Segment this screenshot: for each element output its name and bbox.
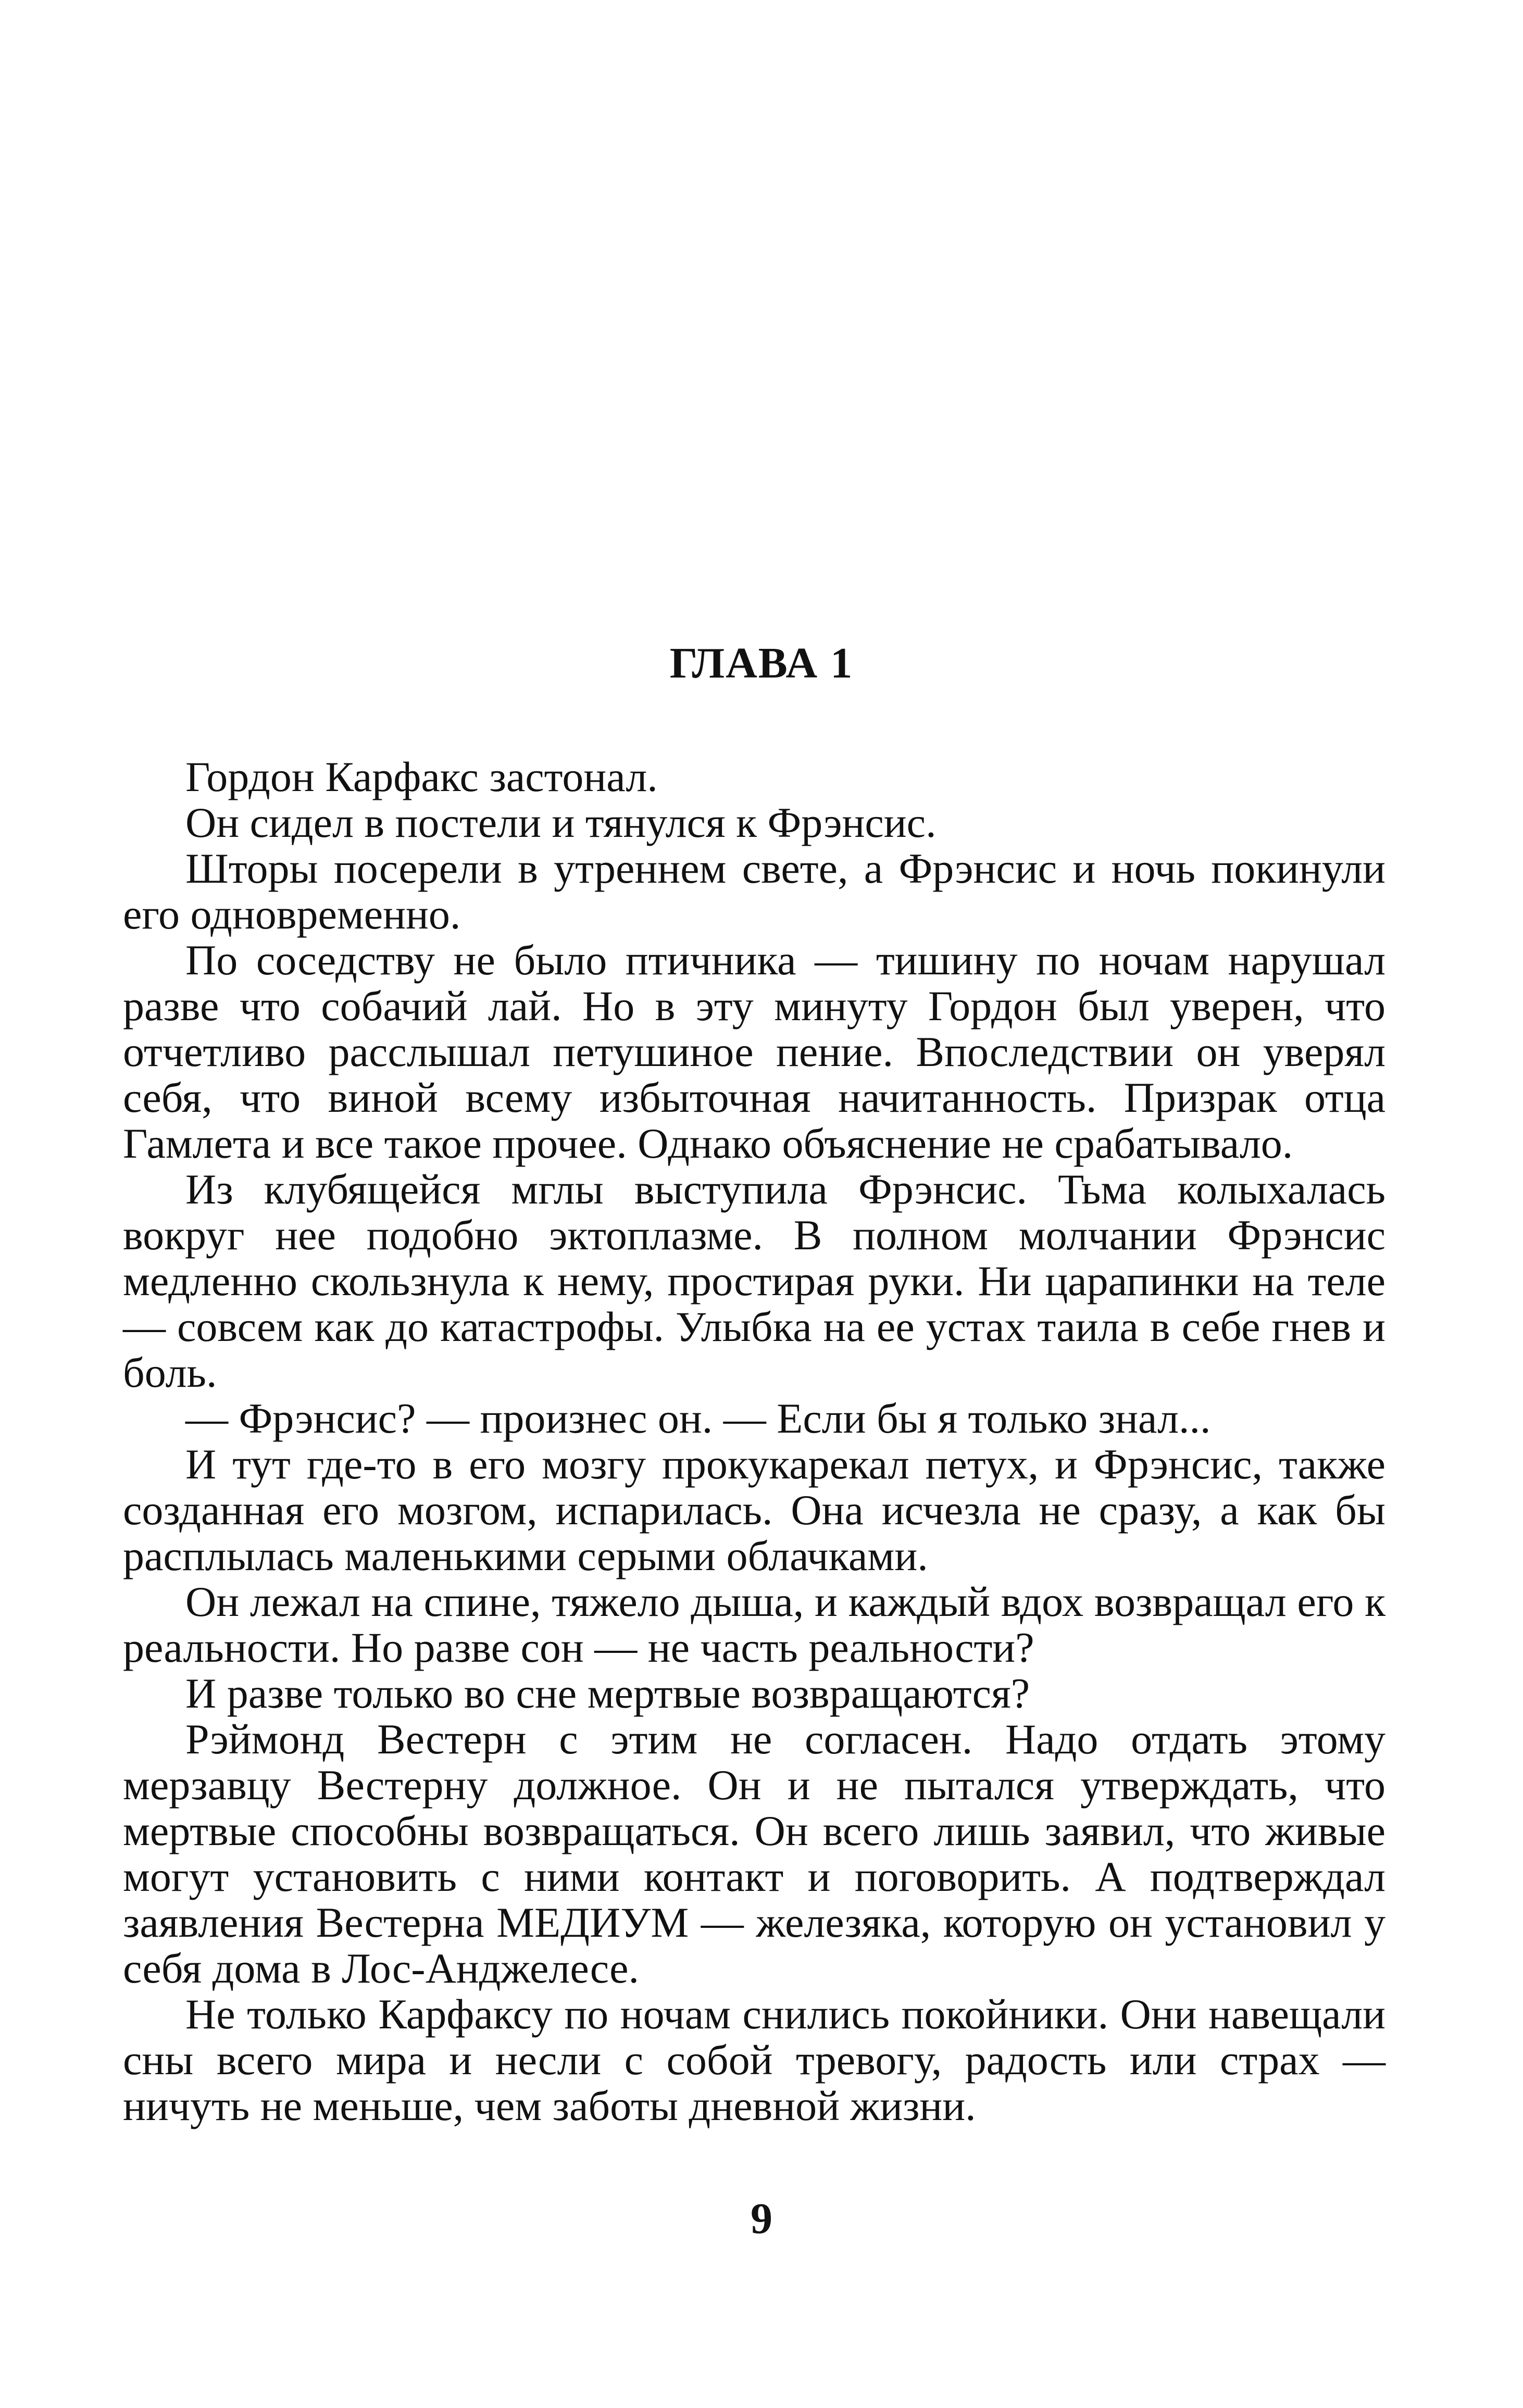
body-text bbox=[123, 754, 1385, 2129]
paragraph: И разве только во сне мертвые возвращаются? bbox=[185, 1670, 1030, 1717]
paragraph-dialogue: — Фрэнсис? — произнес он. — Если бы я только знал... bbox=[185, 1395, 1211, 1442]
paragraph: И тут где-то в его мозгу прокукарекал петух, и Фрэнсис, также созданная его мозгом, испарилась. Она исчезла не сразу, а как бы расплылась маленькими серыми облачками. bbox=[123, 1440, 1385, 1579]
paragraph: Рэймонд Вестерн с этим не согласен. Надо отдать этому мерзавцу Вестерну должное. Он и не пытался утверждать, что мертвые способны возвращаться. Он всего лишь заявил, что живые могут установить с ними контакт и поговорить. А подтверждал заявления Вестерна МЕДИУМ — железяка, которую он установил у себя дома в Лос-Анджелесе. bbox=[123, 1715, 1385, 1992]
page-number: 9 bbox=[751, 2194, 772, 2243]
paragraph: Не только Карфаксу по ночам снились покойники. Они навещали сны всего мира и несли с собой тревогу, радость или страх — ничуть не меньше, чем заботы дневной жизни. bbox=[123, 1990, 1385, 2129]
paragraph: Он лежал на спине, тяжело дыша, и каждый вдох возвращал его к реальности. Но разве сон — не часть реальности? bbox=[123, 1578, 1385, 1671]
paragraph: По соседству не было птичника — тишину по ночам нарушал разве что собачий лай. Но в эту минуту Гордон был уверен, что отчетливо расслышал петушиное пение. Впоследствии он уверял себя, что виной всему избыточная начитанность. Призрак отца Гамлета и все такое прочее. Однако объяснение не срабатывало. bbox=[123, 936, 1385, 1167]
paragraph: Он сидел в постели и тянулся к Фрэнсис. bbox=[185, 799, 937, 846]
paragraph: Шторы посерели в утреннем свете, а Фрэнсис и ночь покинули его одновременно. bbox=[123, 845, 1385, 938]
paragraph: Гордон Карфакс застонал. bbox=[185, 753, 658, 800]
chapter-title: ГЛАВА 1 bbox=[669, 639, 854, 687]
paragraph: Из клубящейся мглы выступила Фрэнсис. Тьма колыхалась вокруг нее подобно эктоплазме. В полном молчании Фрэнсис медленно скользнула к нему, простирая руки. Ни царапинки на теле — совсем как до катастрофы. Улыбка на ее устах таила в себе гнев и боль. bbox=[123, 1165, 1385, 1396]
